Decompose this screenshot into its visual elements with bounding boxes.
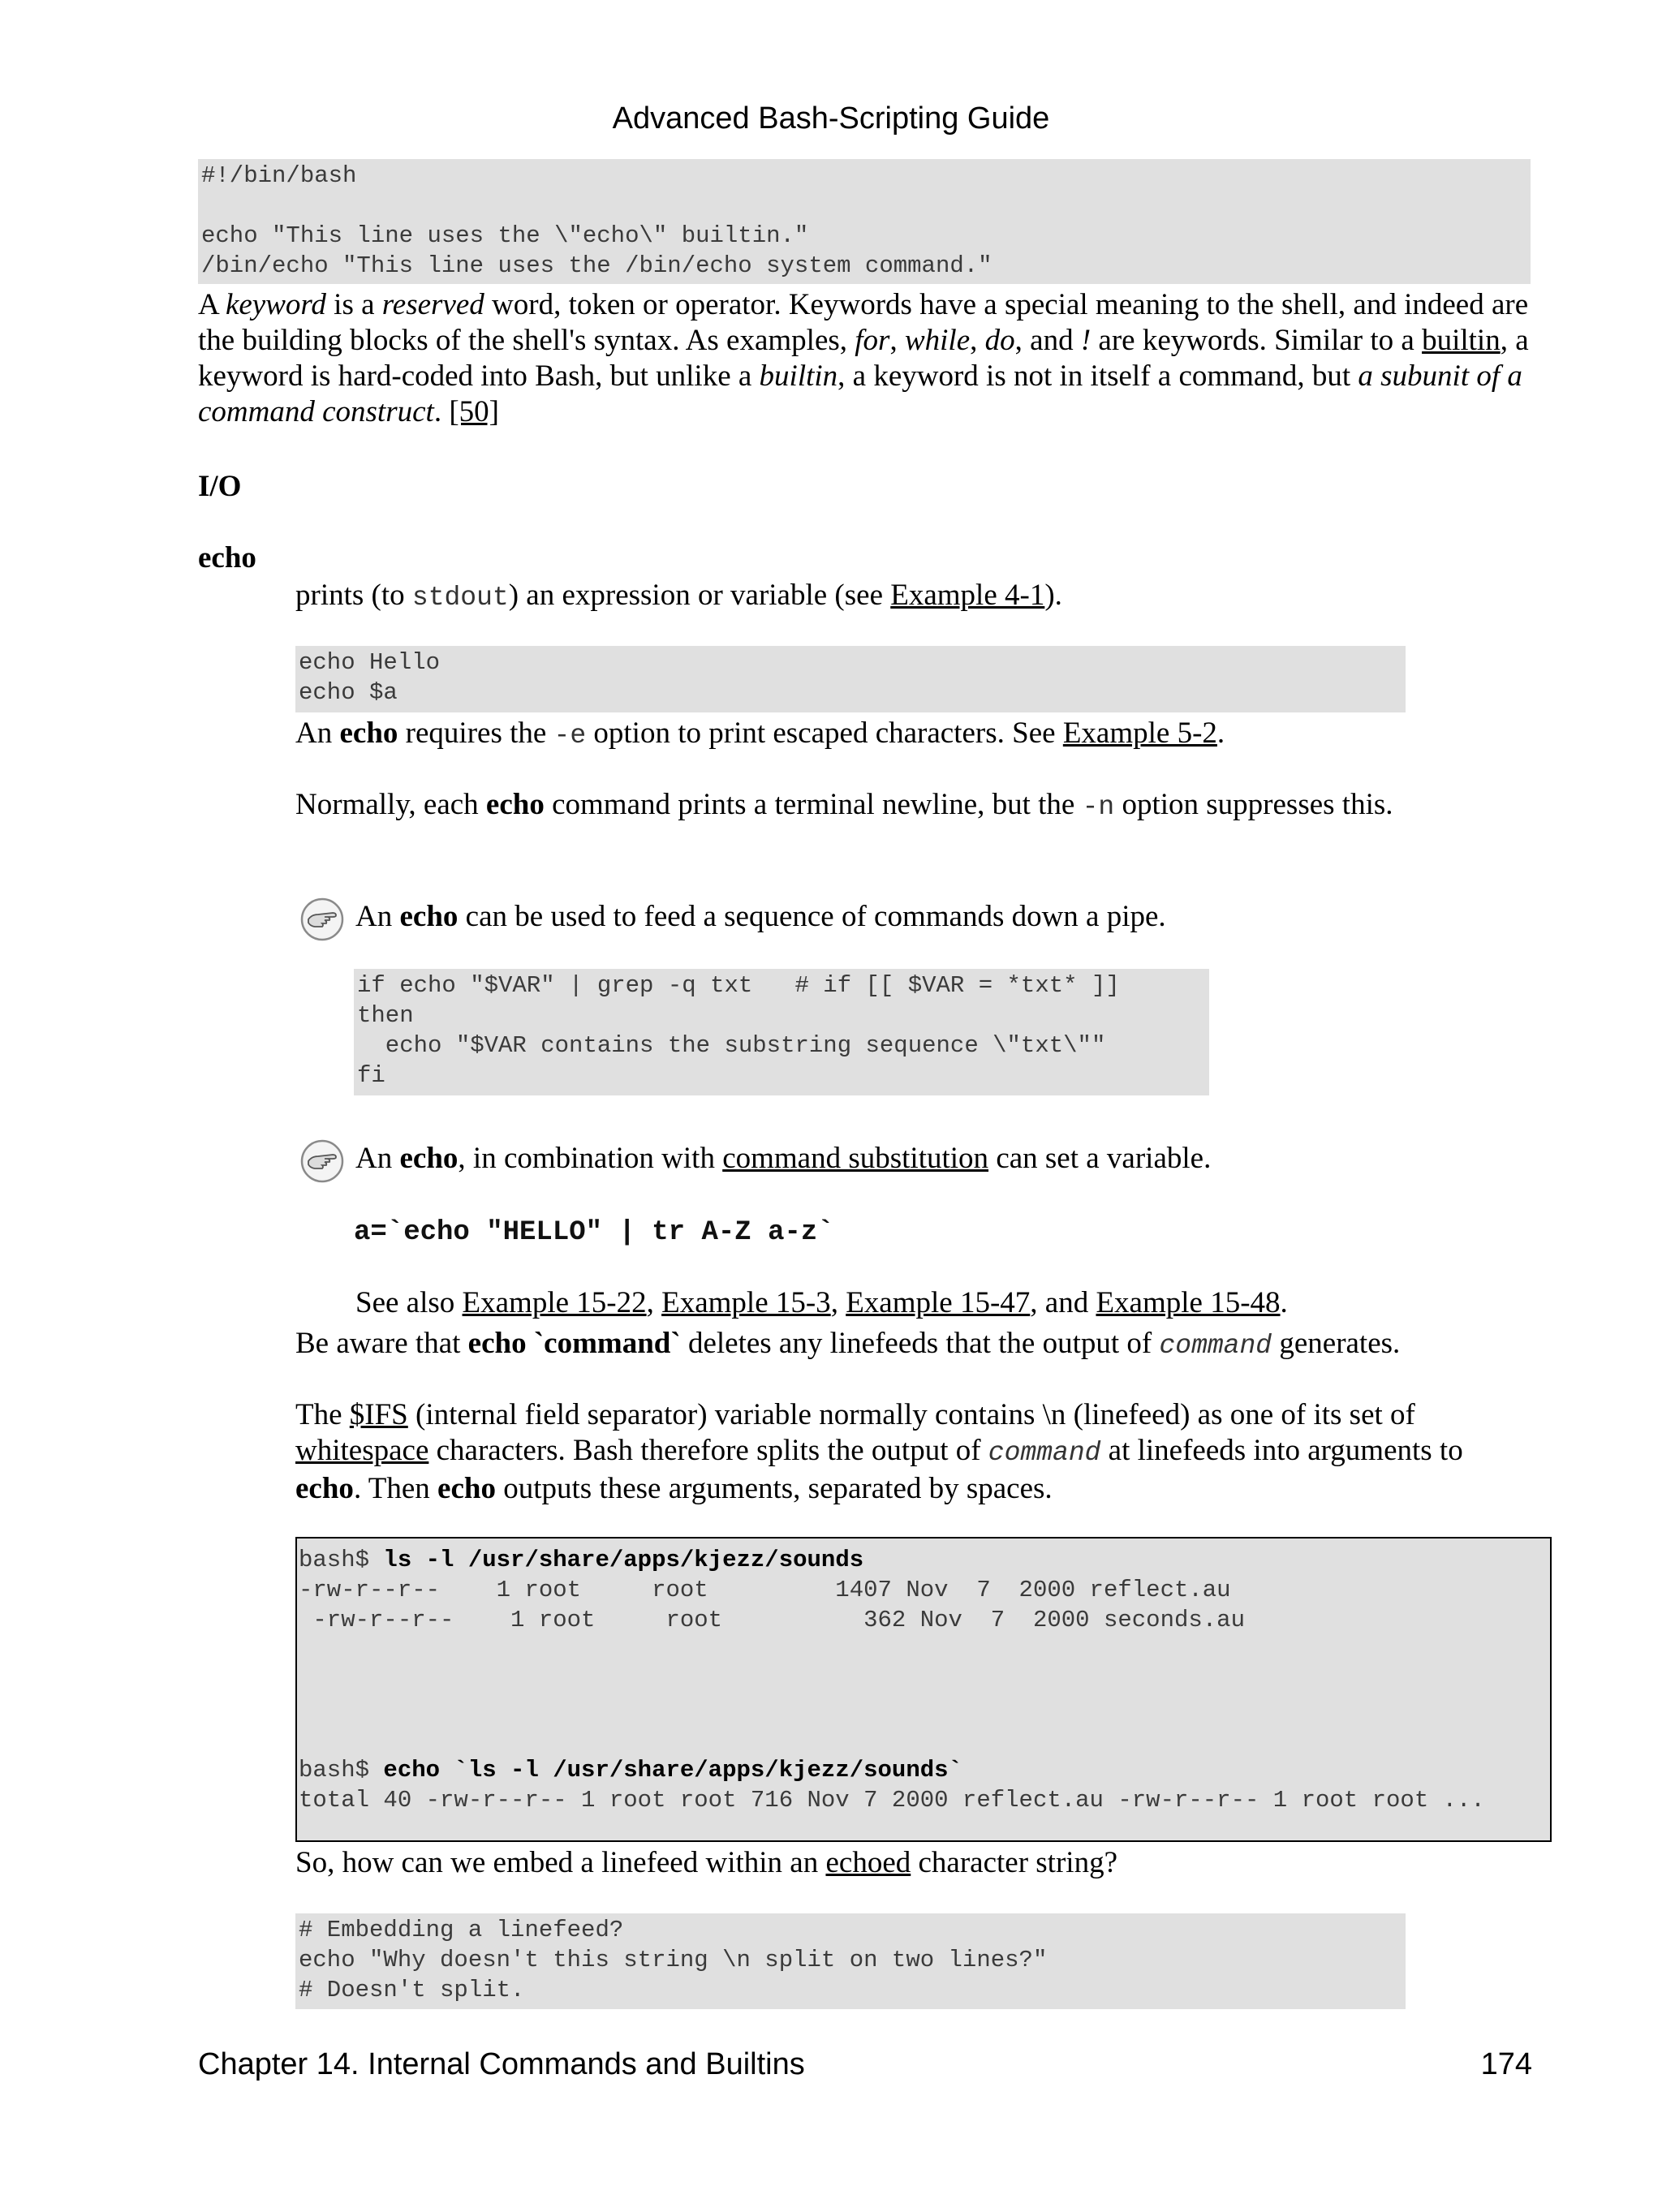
text: option suppresses this. xyxy=(1114,788,1393,821)
code-line-blank xyxy=(299,1725,1548,1755)
code-line xyxy=(201,191,1527,221)
text: , xyxy=(970,324,985,357)
text: characters. Bash therefore splits the output of xyxy=(428,1434,988,1467)
text: The xyxy=(295,1398,350,1431)
text: , a keyword is hard-coded into Bash, but unlike a xyxy=(198,324,1529,393)
text: ) an expression or variable (see xyxy=(508,579,891,612)
literal: -n xyxy=(1082,792,1115,822)
echo-description xyxy=(295,578,1513,616)
text: An xyxy=(355,900,400,933)
literal: -e xyxy=(553,721,587,751)
text: , and xyxy=(1014,324,1081,357)
link-example-15-48[interactable]: Example 15-48 xyxy=(1096,1286,1281,1319)
code-line: echo "Why doesn't this string \n split on two lines?" xyxy=(299,1947,1048,1973)
emphasis: builtin xyxy=(759,359,838,393)
text: are keywords. Similar to a xyxy=(1091,324,1423,357)
code-line: echo "$VAR contains the substring sequence \"txt\"" xyxy=(357,1032,1106,1059)
text: An xyxy=(355,1142,400,1175)
text: , xyxy=(889,324,905,357)
text: . xyxy=(1280,1286,1288,1319)
link-ifs[interactable]: $IFS xyxy=(349,1398,408,1431)
command-name: echo `command` xyxy=(467,1327,681,1360)
paragraph-linefeeds xyxy=(295,1326,1529,1364)
link-example-15-22[interactable]: Example 15-22 xyxy=(462,1286,647,1319)
text: . xyxy=(433,395,450,428)
replaceable: command xyxy=(1159,1331,1272,1361)
paragraph-embed-linefeed xyxy=(295,1845,1529,1881)
code-line: if echo "$VAR" | grep -q txt # if [[ $VAR = *txt* ]] xyxy=(357,972,1120,999)
text: , xyxy=(830,1286,846,1319)
paragraph-ifs xyxy=(295,1397,1496,1507)
text: So, how can we embed a linefeed within an xyxy=(295,1846,826,1879)
shell-command: ls -l /usr/share/apps/kjezz/sounds xyxy=(383,1547,864,1573)
command-name: echo xyxy=(399,900,459,933)
code-line: echo Hello xyxy=(299,649,441,676)
text: . xyxy=(1216,717,1225,750)
text: . Then xyxy=(353,1472,438,1505)
code-line-blank xyxy=(299,1665,1548,1695)
code-line: then xyxy=(357,1002,414,1029)
command-name: echo xyxy=(339,717,398,750)
code-line-blank xyxy=(299,1695,1548,1725)
note-echo-pipe xyxy=(355,899,1492,935)
literal: stdout xyxy=(411,583,509,613)
code-line: fi xyxy=(357,1062,385,1089)
text: can set a variable. xyxy=(988,1142,1212,1175)
text: , in combination with xyxy=(458,1142,723,1175)
footnote-link[interactable]: [50] xyxy=(449,395,499,428)
emphasis: reserved xyxy=(381,288,484,321)
code-line: total 40 -rw-r--r-- 1 root root 716 Nov 7 2000 reflect.au -rw-r--r-- 1 root root ... xyxy=(299,1787,1485,1814)
text: character string? xyxy=(911,1846,1117,1879)
code-line xyxy=(299,1755,1548,1785)
page-number: 174 xyxy=(1480,2047,1532,2081)
shell-prompt: bash$ xyxy=(299,1547,384,1573)
code-block-echo-builtin xyxy=(198,159,1531,284)
text: can be used to feed a sequence of commands down a pipe. xyxy=(458,900,1166,933)
footer-chapter: Chapter 14. Internal Commands and Builtins xyxy=(198,2047,805,2081)
command-name: echo xyxy=(485,788,545,821)
code-line xyxy=(299,1545,1548,1575)
shell-prompt: bash$ xyxy=(299,1757,384,1784)
emphasis: while xyxy=(904,324,971,357)
text: option to print escaped characters. See xyxy=(586,717,1063,750)
code-line: echo $a xyxy=(299,679,398,706)
text: Normally, each xyxy=(295,788,486,821)
text: ). xyxy=(1044,579,1062,612)
link-builtin[interactable]: builtin xyxy=(1422,324,1501,357)
link-command-substitution[interactable]: command substitution xyxy=(722,1142,989,1175)
note-hand-icon xyxy=(300,897,344,941)
paragraph-n-option xyxy=(295,787,1529,825)
code-block-ls-output xyxy=(295,1537,1552,1842)
see-also xyxy=(355,1285,1524,1321)
code-block-echo-hello xyxy=(295,646,1406,712)
emphasis: for xyxy=(855,324,890,357)
code-line-blank xyxy=(299,1635,1548,1665)
text: prints (to xyxy=(295,579,412,612)
text: A xyxy=(198,288,226,321)
emphasis: ! xyxy=(1080,324,1091,357)
command-synopsis: a=`echo "HELLO" | tr A-Z a-z` xyxy=(354,1217,834,1248)
text: requires the xyxy=(398,717,554,750)
text: outputs these arguments, separated by spaces. xyxy=(495,1472,1053,1505)
link-example-5-2[interactable]: Example 5-2 xyxy=(1062,717,1217,750)
text: , a keyword is not in itself a command, but xyxy=(837,359,1358,393)
text: generates. xyxy=(1272,1327,1401,1360)
link-example-15-47[interactable]: Example 15-47 xyxy=(846,1286,1031,1319)
section-heading-io: I/O xyxy=(198,470,242,503)
code-line: -rw-r--r-- 1 root root 1407 Nov 7 2000 reflect.au xyxy=(299,1577,1231,1603)
command-name: echo xyxy=(437,1472,496,1505)
text: word, token or operator. Keywords have a special meaning to the shell, and indeed are the building blocks of the shell's syntax. As examples, xyxy=(198,288,1529,357)
emphasis: do xyxy=(984,324,1015,357)
code-line: # Embedding a linefeed? xyxy=(299,1917,624,1943)
code-block-grep-pipe xyxy=(354,969,1209,1095)
term-echo: echo xyxy=(198,541,256,575)
paragraph-e-option xyxy=(295,716,1529,754)
text: command prints a terminal newline, but the xyxy=(544,788,1083,821)
link-example-15-3[interactable]: Example 15-3 xyxy=(661,1286,831,1319)
emphasis: a subunit of a command construct xyxy=(198,359,1522,428)
running-header: Advanced Bash-Scripting Guide xyxy=(612,101,1050,136)
shell-command: echo `ls -l /usr/share/apps/kjezz/sounds` xyxy=(383,1757,962,1784)
code-block-embed-linefeed xyxy=(295,1913,1406,2009)
text: Be aware that xyxy=(295,1327,468,1360)
code-line: -rw-r--r-- 1 root root 362 Nov 7 2000 seconds.au xyxy=(299,1607,1245,1633)
replaceable: command xyxy=(988,1438,1101,1468)
note-hand-icon xyxy=(300,1139,344,1183)
paragraph-keyword xyxy=(198,287,1529,430)
link-echoed[interactable]: echoed xyxy=(825,1846,911,1879)
text: is a xyxy=(325,288,382,321)
code-line: echo "This line uses the \"echo\" builtin." xyxy=(201,222,809,249)
command-name: echo xyxy=(399,1142,459,1175)
text: , xyxy=(646,1286,662,1319)
text: (internal field separator) variable normally contains \n (linefeed) as one of its set of xyxy=(407,1398,1415,1431)
link-example-4-1[interactable]: Example 4-1 xyxy=(890,579,1045,612)
emphasis: keyword xyxy=(225,288,326,321)
text: , and xyxy=(1030,1286,1096,1319)
code-line: #!/bin/bash xyxy=(201,162,357,189)
code-line: # Doesn't split. xyxy=(299,1977,525,2003)
text: at linefeeds into arguments to xyxy=(1100,1434,1463,1467)
link-whitespace[interactable]: whitespace xyxy=(295,1434,429,1467)
text: deletes any linefeeds that the output of xyxy=(680,1327,1160,1360)
note-command-substitution xyxy=(355,1141,1492,1177)
code-line: /bin/echo "This line uses the /bin/echo system command." xyxy=(201,252,992,279)
text: See also xyxy=(355,1286,463,1319)
command-name: echo xyxy=(295,1472,354,1505)
text: An xyxy=(295,717,340,750)
